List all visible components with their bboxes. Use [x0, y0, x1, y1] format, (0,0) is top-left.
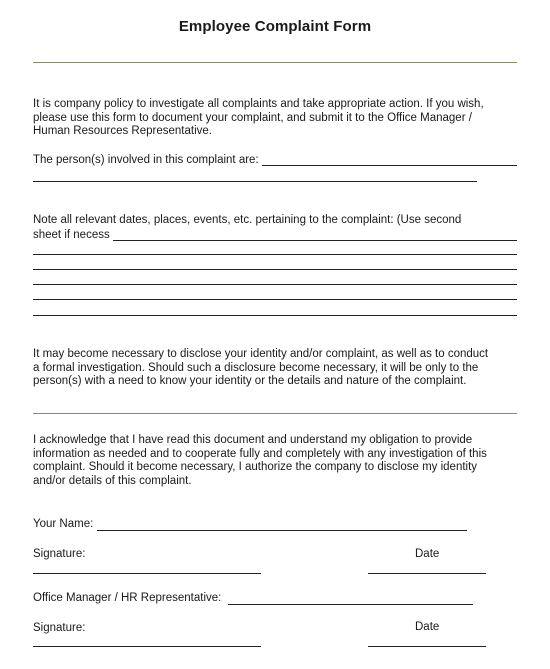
date-label: Date — [415, 548, 440, 560]
section-divider — [33, 413, 517, 414]
disclosure-line-3: person(s) with a need to know your identity or the details and nature of the complaint. — [33, 375, 467, 387]
header-divider — [33, 62, 517, 63]
relevant-details-field[interactable] — [113, 240, 517, 241]
intro-line-3: Human Resources Representative. — [33, 125, 212, 137]
intro-line-2: please use this form to document your complaint, and submit it to the Office Manager / — [33, 111, 472, 124]
acknowledgement-paragraph — [33, 434, 533, 488]
signature-label: Signature: — [33, 548, 86, 560]
page-title: Employee Complaint Form — [178, 18, 372, 35]
relevant-details-field-4[interactable] — [33, 284, 517, 285]
relevant-details-label-2: sheet if necess — [33, 229, 110, 241]
acknowledgement-line-1: I acknowledge that I have read this document and understand my obligation to provide — [33, 434, 473, 446]
disclosure-paragraph — [33, 348, 533, 389]
relevant-details-field-3[interactable] — [33, 269, 517, 270]
date-field[interactable] — [368, 573, 486, 574]
manager-label: Office Manager / HR Representative: — [33, 592, 222, 604]
persons-involved-field[interactable] — [262, 165, 517, 166]
signature-field[interactable] — [33, 573, 261, 574]
relevant-details-field-2[interactable] — [33, 254, 517, 255]
intro-paragraph — [33, 98, 533, 139]
acknowledgement-line-3: complaint. Should it become necessary, I authorize the company to disclose my identity — [33, 461, 478, 473]
persons-involved-label: The person(s) involved in this complaint are: — [33, 154, 259, 166]
disclosure-line-1: It may become necessary to disclose your identity and/or complaint, as well as to conduct — [33, 348, 489, 360]
manager-signature-label: Signature: — [33, 622, 86, 634]
relevant-details-field-6[interactable] — [33, 315, 517, 316]
manager-signature-field[interactable] — [33, 646, 261, 647]
manager-field[interactable] — [228, 604, 473, 605]
manager-date-label: Date — [415, 621, 440, 633]
your-name-label: Your Name: — [33, 518, 94, 530]
acknowledgement-line-2: information as needed and to cooperate fully and completely with any investigation of this — [33, 447, 487, 460]
relevant-details-label: Note all relevant dates, places, events, etc. pertaining to the complaint: (Use second — [33, 214, 462, 226]
acknowledgement-line-4: and/or details of this complaint. — [33, 474, 192, 487]
disclosure-line-2: a formal investigation. Should such a disclosure become necessary, it will be only to the — [33, 361, 479, 374]
intro-line-1: It is company policy to investigate all complaints and take appropriate action. If you wish, — [33, 98, 484, 110]
your-name-field[interactable] — [97, 530, 467, 531]
persons-involved-field-2[interactable] — [33, 181, 477, 182]
relevant-details-field-5[interactable] — [33, 299, 517, 300]
manager-date-field[interactable] — [368, 646, 486, 647]
